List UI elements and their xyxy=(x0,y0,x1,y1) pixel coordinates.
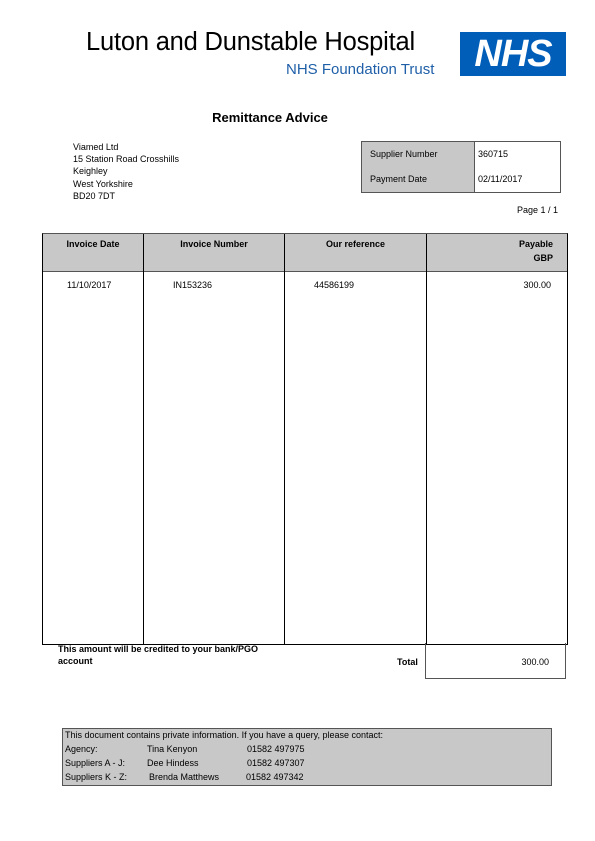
address-line: BD20 7DT xyxy=(73,190,116,201)
address-line: West Yorkshire xyxy=(73,178,133,189)
nhs-logo: NHS xyxy=(460,32,566,76)
contact-phone: 01582 497307 xyxy=(247,758,305,768)
column-divider xyxy=(284,234,285,644)
document-title: Remittance Advice xyxy=(212,110,328,125)
cell-payable: 300.00 xyxy=(523,280,551,290)
header-payable xyxy=(519,239,553,263)
cell-invoice-date: 11/10/2017 xyxy=(67,280,112,290)
contact-name: Dee Hindess xyxy=(147,758,199,768)
contact-phone: 01582 497975 xyxy=(247,744,305,754)
address-line: Viamed Ltd xyxy=(73,142,119,152)
contact-footer xyxy=(62,728,552,786)
address-line: Keighley xyxy=(73,166,108,177)
total-box xyxy=(425,643,566,679)
supplier-address xyxy=(73,141,179,202)
invoice-table xyxy=(42,233,568,645)
contact-name: Tina Kenyon xyxy=(147,744,198,754)
contact-label: Agency: xyxy=(65,744,98,754)
supplier-number-value: 360715 xyxy=(478,149,509,159)
cell-invoice-number: IN153236 xyxy=(173,280,213,290)
page-indicator: Page 1 / 1 xyxy=(516,205,558,215)
address-line: 15 Station Road Crosshills xyxy=(73,154,180,165)
contact-phone: 01582 497342 xyxy=(246,772,304,782)
contact-name: Brenda Matthews xyxy=(149,772,220,782)
contact-label: Suppliers A - J: xyxy=(65,758,126,768)
trust-name: NHS Foundation Trust xyxy=(286,61,435,78)
payment-date-value: 02/11/2017 xyxy=(478,174,523,184)
privacy-notice: This document contains private information. If you have a query, please contact: xyxy=(65,730,384,740)
column-divider xyxy=(143,234,144,644)
hospital-name: Luton and Dunstable Hospital xyxy=(86,28,415,56)
header-invoice-number: Invoice Number xyxy=(180,239,248,249)
total-label: Total xyxy=(397,657,418,667)
contact-label: Suppliers K - Z: xyxy=(65,772,128,782)
credit-note: This amount will be credited to your bank/PGO account xyxy=(58,644,259,666)
payment-date-label: Payment Date xyxy=(362,167,475,192)
header-invoice-date: Invoice Date xyxy=(66,239,120,249)
header-our-reference: Our reference xyxy=(325,239,386,249)
total-value: 300.00 xyxy=(521,657,549,667)
supplier-info-box xyxy=(361,141,561,193)
cell-our-reference: 44586199 xyxy=(314,280,355,290)
header-payable-label: Payable xyxy=(518,239,553,249)
column-divider xyxy=(426,234,427,644)
header-currency: GBP xyxy=(533,253,553,263)
supplier-number-label: Supplier Number xyxy=(362,142,475,167)
